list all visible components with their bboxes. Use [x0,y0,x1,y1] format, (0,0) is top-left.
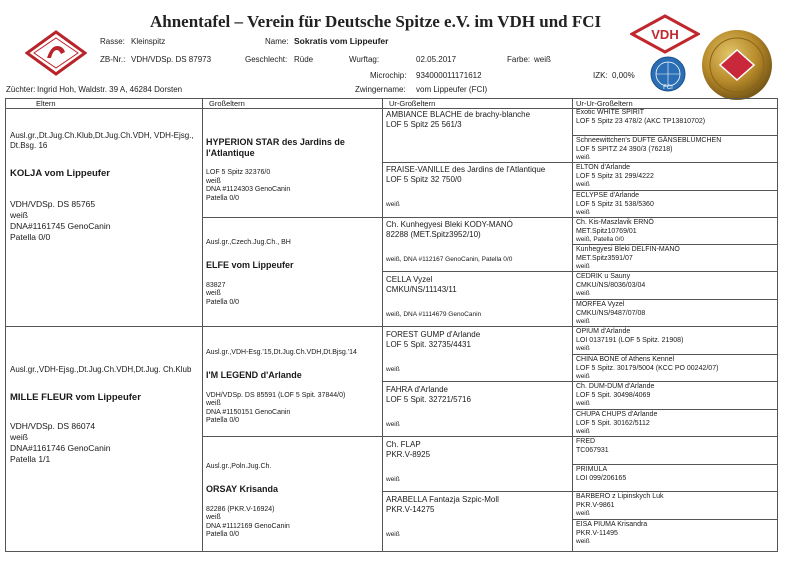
grandparent-titles: Ausl.gr.,VDH-Esg.'15,Dt.Jug.Ch.VDH,Dt.Bjsg.'14 [206,349,357,356]
gggp-reg: MET.Spitz3591/07 [576,254,633,262]
gggp-name: Exotic WHITE SPIRIT [576,109,645,116]
grandparent-reg: 82286 (PKR.V-16924) [206,505,275,513]
great-grandparent [386,275,570,319]
grandparent-dna: DNA #1150151 GenoCanin [206,408,291,416]
gggp-color: weiß [576,263,590,270]
gggp-reg: LOF 5 Spit. 30498/4069 [576,391,651,399]
grandparent [206,463,378,540]
great-grandparent [386,440,570,484]
gggp-reg: LOF 5 SPITZ 24 390/3 (76218) [576,145,673,153]
parent-patella: Patella 1/1 [10,454,51,464]
ggp-reg: LOF 5 Spit. 32721/5716 [386,395,471,404]
great-great-grandparent [576,164,776,189]
grandparent-dna: DNA #1124303 GenoCanin [206,186,291,193]
gggp-reg: PKR.V-9861 [576,501,615,509]
izk-value: 0,00% [612,71,635,80]
column-header-grosseltern: Großeltern [209,99,245,108]
grandparent [206,239,378,307]
great-great-grandparent [576,383,776,408]
parent-reg: VDH/VDSp. DS 85765 [10,199,96,209]
parent-name: KOLJA vom Lippeufer [10,168,110,179]
ggp-name: FAHRA d'Arlande [386,385,449,394]
grandparent-patella: Patella 0/0 [206,298,240,306]
great-grandparent [386,220,570,264]
farbe-value: weiß [534,55,551,64]
grandparent-reg: VDH/VDSp. DS 85591 (LOF 5 Spit. 37844/0) [206,391,346,399]
gggp-color: weiß [576,209,590,216]
gggp-name: FRED [576,438,596,445]
gggp-reg: LOF 5 Spitz. 30179/5004 (KCC PO 00242/07) [576,364,719,372]
gggp-reg: LOF 5 Spitz 31 299/4222 [576,172,654,180]
grandparent-patella: Patella 0/0 [206,194,240,202]
rasse-label: Rasse: [100,37,125,46]
great-great-grandparent [576,273,776,298]
gggp-reg: LOI 099/206165 [576,474,627,482]
grandparent-dna: DNA #1112169 GenoCanin [206,522,290,530]
ggp-extra: weiß [386,531,400,538]
great-great-grandparent [576,301,776,326]
grandparent-titles: Ausl.gr.,Czech.Jug.Ch., BH [206,239,291,246]
grandparent-titles: Ausl.gr.,Poln.Jug.Ch. [206,463,272,470]
ggp-extra: weiß, DNA #112167 GenoCanin, Patella 0/0 [386,256,513,263]
document-title: Ahnentafel – Verein für Deutsche Spitze e.V. im VDH und FCI [150,12,602,31]
great-grandparent [386,165,570,209]
name-value: Sokratis vom Lippeufer [294,36,389,46]
parent-dna: DNA#1161745 GenoCanin [10,221,111,231]
gggp-name: OPIUM d'Arlande [576,328,631,335]
gggp-color: weiß [576,181,590,188]
gggp-name: CHUPA CHUPS d'Arlande [576,411,658,418]
parent-reg: VDH/VDSp. DS 86074 [10,421,96,431]
rasse-value: Kleinspitz [131,37,166,46]
gggp-name: Schneewittchen's DUFTE GÄNSEBLÜMCHEN [576,137,722,144]
grandparent-reg: 83827 [206,281,226,289]
zuechter-label: Züchter: [6,85,36,94]
gggp-color: weiß [576,290,590,297]
great-great-grandparent [576,356,776,381]
gggp-color: weiß [576,318,590,325]
grandparent-color: weiß [206,514,221,521]
gggp-reg: PKR.V-11495 [576,529,618,537]
geschlecht-value: Rüde [294,55,314,64]
grandparent-name: I'M LEGEND d'Arlande [206,369,302,380]
gggp-name: CEDRIK u Sauny [576,273,631,280]
ggp-extra: weiß [386,476,400,483]
column-header-ur-ur-grosseltern: Ur-Ur-Großeltern [576,99,633,108]
fci-logo [649,55,687,93]
ggp-reg: LOF 5 Spit. 32735/4431 [386,340,471,349]
gggp-color: weiß [576,400,590,407]
gggp-reg: LOI 0137191 (LOF 5 Spitz. 21908) [576,336,684,344]
gggp-color: weiß, Patella 0/0 [576,236,625,243]
ggp-reg: 82288 (MET.Spitz3952/10) [386,230,481,239]
great-grandparent [386,330,570,374]
gggp-reg: MET.Spitz10769/01 [576,227,637,235]
izk-label: IZK: [593,71,608,80]
ggp-name: Ch. FLAP [386,440,421,449]
grandparent-color: weiß [206,177,221,185]
gggp-color: weiß [576,345,590,352]
gggp-name: Ch. Kis-Maszlavik ERNŐ [576,219,654,226]
great-great-grandparent [576,246,776,271]
gggp-name: EISA PIUMA Krisandra [576,521,648,528]
parent-dna: DNA#1161746 GenoCanin [10,443,111,453]
club-seal-logo [25,30,87,76]
gggp-name: Ch. DUM-DUM d'Arlande [576,383,655,390]
gggp-reg: LOF 5 Spit. 30162/5112 [576,419,650,427]
name-label: Name: [265,37,289,46]
vdh-logo-text: VDH [651,27,679,42]
parent-dam [10,365,196,465]
great-great-grandparent [576,192,776,217]
ggp-extra: weiß [386,366,400,373]
grandparent-color: weiß [206,400,221,407]
great-great-grandparent [576,438,776,455]
ggp-extra: weiß [386,201,400,208]
great-great-grandparent [576,109,776,126]
gggp-color: weiß [576,373,590,380]
ggp-reg: LOF 5 Spitz 25 561/3 [386,120,462,129]
parent-color: weiß [10,210,28,220]
great-great-grandparent [576,466,776,483]
ggp-name: FOREST GUMP d'Arlande [386,330,481,339]
zb-label: ZB-Nr.: [100,55,126,64]
great-grandparent [386,495,570,539]
gggp-reg: CMKU/NS/8036/03/04 [576,281,646,289]
parent-titles: Ausl.gr.,Dt.Jug.Ch.Klub,Dt.Jug.Ch.VDH, VDH-Ejsg., Dt.Bsg. 16 [10,131,194,150]
ggp-reg: PKR.V-8925 [386,450,431,459]
ggp-extra: weiß, DNA #1114679 GenoCanin [386,311,482,318]
grandparent-reg: LOF 5 Spitz 32376/0 [206,169,271,176]
microchip-label: Microchip: [370,71,407,80]
ggp-reg: PKR.V-14275 [386,505,435,514]
parent-patella: Patella 0/0 [10,232,51,242]
gggp-reg: CMKU/NS/9487/07/08 [576,309,646,317]
microchip-value: 934000011171612 [416,71,482,80]
gggp-reg: LOF 5 Spitz 31 538/5360 [576,200,654,208]
farbe-label: Farbe: [507,55,531,64]
great-great-grandparent [576,219,776,244]
ggp-reg: CMKU/NS/11143/11 [386,285,457,294]
grandparent [206,137,378,203]
ggp-name: ARABELLA Fantazja Szpic-Moll [386,495,499,504]
great-great-grandparent [576,493,776,518]
ggp-name: AMBIANCE BLACHE de brachy-blanche [386,110,531,119]
gggp-color: weiß [576,538,590,545]
geschlecht-label: Geschlecht: [245,55,288,64]
column-header-ur-grosseltern: Ur-Großeltern [389,99,436,108]
parent-name: MILLE FLEUR vom Lippeufer [10,392,141,403]
grandparent [206,349,378,426]
gggp-name: MORFEA Vyzel [576,301,625,308]
gggp-reg: TC067931 [576,446,609,454]
grandparent-name: ELFE vom Lippeufer [206,259,294,270]
ggp-name: CELLA Vyzel [386,275,433,284]
pedigree-table [5,98,778,552]
fci-logo-text: FCI [663,85,673,91]
gggp-name: BARBERO z Lipinskych Luk [576,493,664,500]
vdh-logo [630,14,700,54]
gggp-color: weiß [576,510,590,517]
ggp-name: Ch. Kunhegyesi Bleki KODY-MANÓ [386,220,513,229]
grandparent-patella: Patella 0/0 [206,417,240,424]
gggp-name: ELTON d'Arlande [576,164,630,171]
grandparent-patella: Patella 0/0 [206,531,240,538]
ggp-reg: LOF 5 Spitz 32 750/0 [386,175,462,184]
gold-seal [700,28,774,102]
gggp-name: ECLYPSE d'Arlande [576,192,640,199]
grandparent-name: HYPERION STAR des Jardins de l'Atlantique [206,137,345,158]
grandparent-name: ORSAY Krisanda [206,483,279,494]
parent-titles: Ausl.gr.,VDH-Ejsg.,Dt.Jug.Ch.VDH,Dt.Jug. Ch.Klub [10,365,192,374]
ggp-name: FRAISE-VANILLE des Jardins de l'Atlantique [386,165,546,174]
gggp-name: PRIMULA [576,466,608,473]
gggp-reg: LOF 5 Spitz 23 478/2 (AKC TP13810702) [576,117,706,125]
ggp-extra: weiß [386,421,400,428]
parent-color: weiß [10,432,28,442]
great-great-grandparent [576,137,776,162]
wurftag-label: Wurftag: [349,55,380,64]
great-great-grandparent [576,411,776,436]
zwingername-value: vom Lippeufer (FCI) [416,85,488,94]
great-great-grandparent [576,521,776,546]
grandparent-color: weiß [206,290,221,297]
zwingername-label: Zwingername: [355,85,406,94]
great-grandparent [386,110,570,130]
zuechter-value: Ingrid Hoh, Waldstr. 39 A, 46284 Dorsten [37,85,183,94]
great-great-grandparent [576,328,776,353]
zb-value: VDH/VDSp. DS 87973 [131,55,212,64]
great-grandparent [386,385,570,429]
gggp-color: weiß [576,154,590,161]
gggp-name: Kunhegyesi Bleki DELFIN-MANÓ [576,246,680,253]
column-header-eltern: Eltern [36,99,56,108]
wurftag-value: 02.05.2017 [416,55,457,64]
parent-sire [10,131,196,243]
gggp-color: weiß [576,428,590,435]
gggp-name: CHINA BONE of Athens Kennel [576,356,675,363]
